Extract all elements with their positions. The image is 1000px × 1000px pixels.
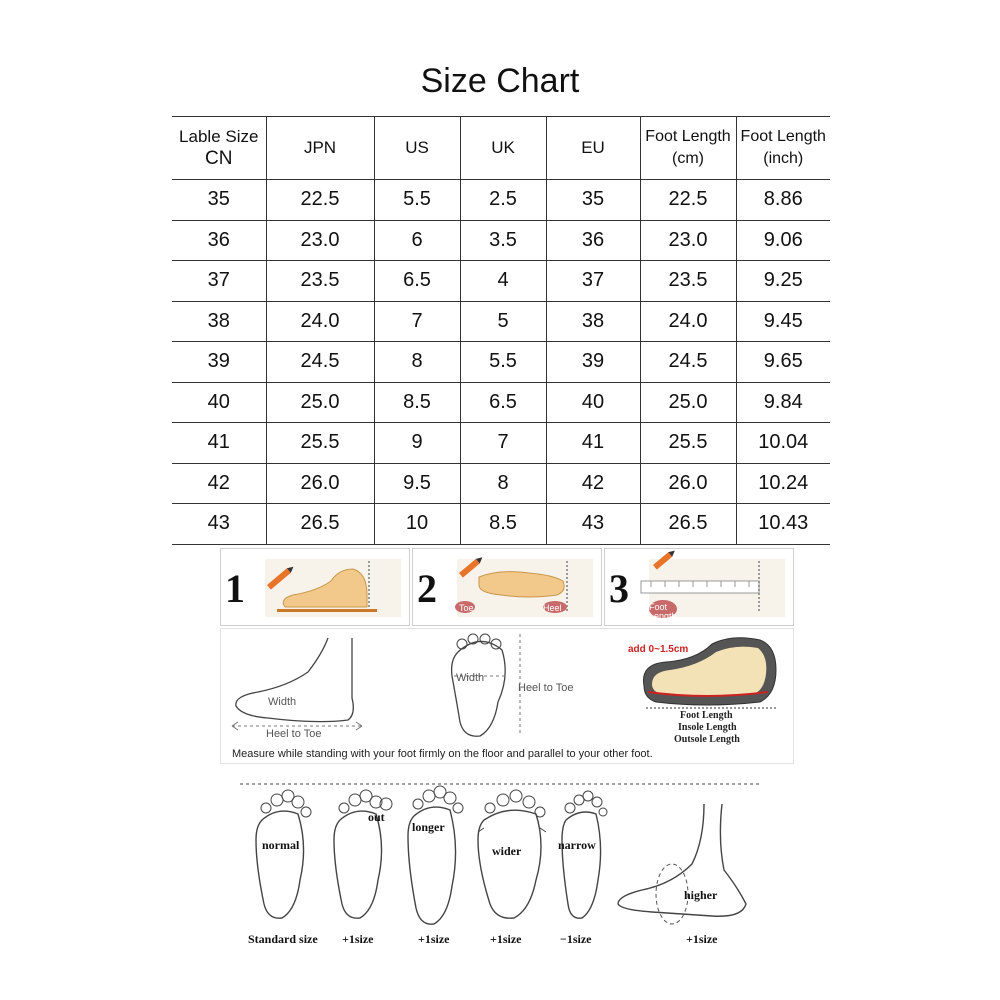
cell-inch: 10.24 (736, 463, 830, 504)
foot-type-higher-label: higher (684, 888, 718, 902)
cell-uk: 8.5 (460, 504, 546, 545)
heel-to-toe-label-side: Heel to Toe (266, 728, 322, 740)
foot-type-normal-label: normal (262, 838, 300, 852)
cell-jpn: 23.5 (266, 261, 374, 302)
header-eu: EU (546, 117, 640, 180)
cell-eu: 42 (546, 463, 640, 504)
step-number-1: 1 (225, 566, 245, 611)
cell-inch: 8.86 (736, 180, 830, 221)
table-row (172, 301, 830, 342)
cell-cn: 38 (172, 301, 266, 342)
cell-jpn: 23.0 (266, 220, 374, 261)
cell-inch: 9.84 (736, 382, 830, 423)
measure-instruction: Measure while standing with your foot firmly on the floor and parallel to your other foot. (232, 748, 653, 760)
step-panel-2 (412, 548, 602, 626)
size-standard-label: Standard size (248, 932, 318, 946)
foot-type-longer-icon (400, 782, 472, 930)
cell-eu: 36 (546, 220, 640, 261)
table-row (172, 180, 830, 221)
header-foot-inch-line2: (inch) (763, 150, 804, 167)
cell-cm: 26.5 (640, 504, 736, 545)
size-higher-label: +1size (686, 932, 718, 946)
cell-us: 9 (374, 423, 460, 464)
cell-us: 8 (374, 342, 460, 383)
cell-uk: 8 (460, 463, 546, 504)
cell-cm: 24.5 (640, 342, 736, 383)
size-narrow-label: −1size (560, 932, 592, 946)
cell-cm: 23.5 (640, 261, 736, 302)
header-jpn: JPN (266, 117, 374, 180)
cell-us: 6.5 (374, 261, 460, 302)
header-foot-cm-line1: Foot Length (645, 128, 731, 145)
cell-uk: 4 (460, 261, 546, 302)
cell-jpn: 24.0 (266, 301, 374, 342)
step-number-3: 3 (609, 566, 629, 611)
cell-cm: 25.0 (640, 382, 736, 423)
size-wider-label: +1size (490, 932, 522, 946)
step-panel-1 (220, 548, 410, 626)
header-cn-line2: CN (205, 148, 233, 169)
header-foot-cm-line2: (cm) (672, 150, 704, 167)
foot-type-narrow-icon (552, 786, 616, 926)
cell-inch: 10.04 (736, 423, 830, 464)
toe-label: Toe (459, 603, 474, 613)
foot-type-wider-label: wider (492, 844, 522, 858)
cell-eu: 38 (546, 301, 640, 342)
page-title: Size Chart (420, 62, 580, 100)
table-row (172, 423, 830, 464)
cell-jpn: 22.5 (266, 180, 374, 221)
outsole-length-label: Outsole Length (674, 734, 740, 745)
cell-us: 5.5 (374, 180, 460, 221)
table-row (172, 342, 830, 383)
width-label-top: Width (456, 672, 485, 684)
header-cn (172, 117, 266, 180)
cell-cm: 25.5 (640, 423, 736, 464)
cell-inch: 9.06 (736, 220, 830, 261)
cell-uk: 5.5 (460, 342, 546, 383)
cell-eu: 39 (546, 342, 640, 383)
cell-eu: 40 (546, 382, 640, 423)
cell-uk: 2.5 (460, 180, 546, 221)
foot-type-higher-icon (612, 800, 762, 930)
table-header-row (172, 117, 830, 180)
cell-cn: 37 (172, 261, 266, 302)
foot-type-out-icon (326, 786, 398, 926)
cell-us: 7 (374, 301, 460, 342)
cell-cn: 40 (172, 382, 266, 423)
cell-eu: 35 (546, 180, 640, 221)
cell-inch: 10.43 (736, 504, 830, 545)
foot-type-longer-label: longer (412, 820, 445, 834)
width-label-side: Width (268, 696, 297, 708)
header-uk: UK (460, 117, 546, 180)
cell-cm: 26.0 (640, 463, 736, 504)
size-out-label: +1size (342, 932, 374, 946)
cell-eu: 41 (546, 423, 640, 464)
cell-eu: 43 (546, 504, 640, 545)
header-foot-cm (640, 117, 736, 180)
cell-cn: 41 (172, 423, 266, 464)
cell-uk: 7 (460, 423, 546, 464)
table-row (172, 463, 830, 504)
header-us: US (374, 117, 460, 180)
table-row (172, 504, 830, 545)
cell-cn: 43 (172, 504, 266, 545)
header-cn-line1: Lable Size (179, 127, 259, 146)
cell-eu: 37 (546, 261, 640, 302)
foot-side-illustration (257, 555, 405, 621)
heel-to-toe-label-top: Heel to Toe (518, 682, 574, 694)
heel-label: Heel (543, 603, 562, 613)
header-foot-inch (736, 117, 830, 180)
cell-jpn: 26.0 (266, 463, 374, 504)
step-panel-3 (604, 548, 794, 626)
table-row (172, 220, 830, 261)
foot-length-label: Foot Length (680, 710, 733, 721)
step-number-2: 2 (417, 566, 437, 611)
cell-cn: 35 (172, 180, 266, 221)
size-longer-label: +1size (418, 932, 450, 946)
cell-uk: 3.5 (460, 220, 546, 261)
size-table (172, 116, 830, 545)
insole-length-label: Insole Length (678, 722, 737, 733)
foot-type-normal-icon (248, 786, 320, 926)
cell-cn: 36 (172, 220, 266, 261)
cell-cm: 24.0 (640, 301, 736, 342)
cell-cn: 42 (172, 463, 266, 504)
cell-inch: 9.45 (736, 301, 830, 342)
header-foot-inch-line1: Foot Length (740, 128, 826, 145)
cell-us: 9.5 (374, 463, 460, 504)
foot-type-narrow-label: narrow (558, 838, 596, 852)
cell-us: 6 (374, 220, 460, 261)
cell-cm: 23.0 (640, 220, 736, 261)
cell-cm: 22.5 (640, 180, 736, 221)
cell-uk: 6.5 (460, 382, 546, 423)
cell-jpn: 26.5 (266, 504, 374, 545)
foot-type-out-label: out (368, 810, 385, 824)
table-row (172, 382, 830, 423)
cell-jpn: 24.5 (266, 342, 374, 383)
cell-us: 10 (374, 504, 460, 545)
cell-cn: 39 (172, 342, 266, 383)
cell-us: 8.5 (374, 382, 460, 423)
table-row (172, 261, 830, 302)
cell-jpn: 25.5 (266, 423, 374, 464)
add-tolerance-label: add 0~1.5cm (628, 644, 689, 655)
foot-length-step-label: Foot Length (649, 602, 677, 621)
cell-inch: 9.25 (736, 261, 830, 302)
cell-inch: 9.65 (736, 342, 830, 383)
cell-jpn: 25.0 (266, 382, 374, 423)
cell-uk: 5 (460, 301, 546, 342)
